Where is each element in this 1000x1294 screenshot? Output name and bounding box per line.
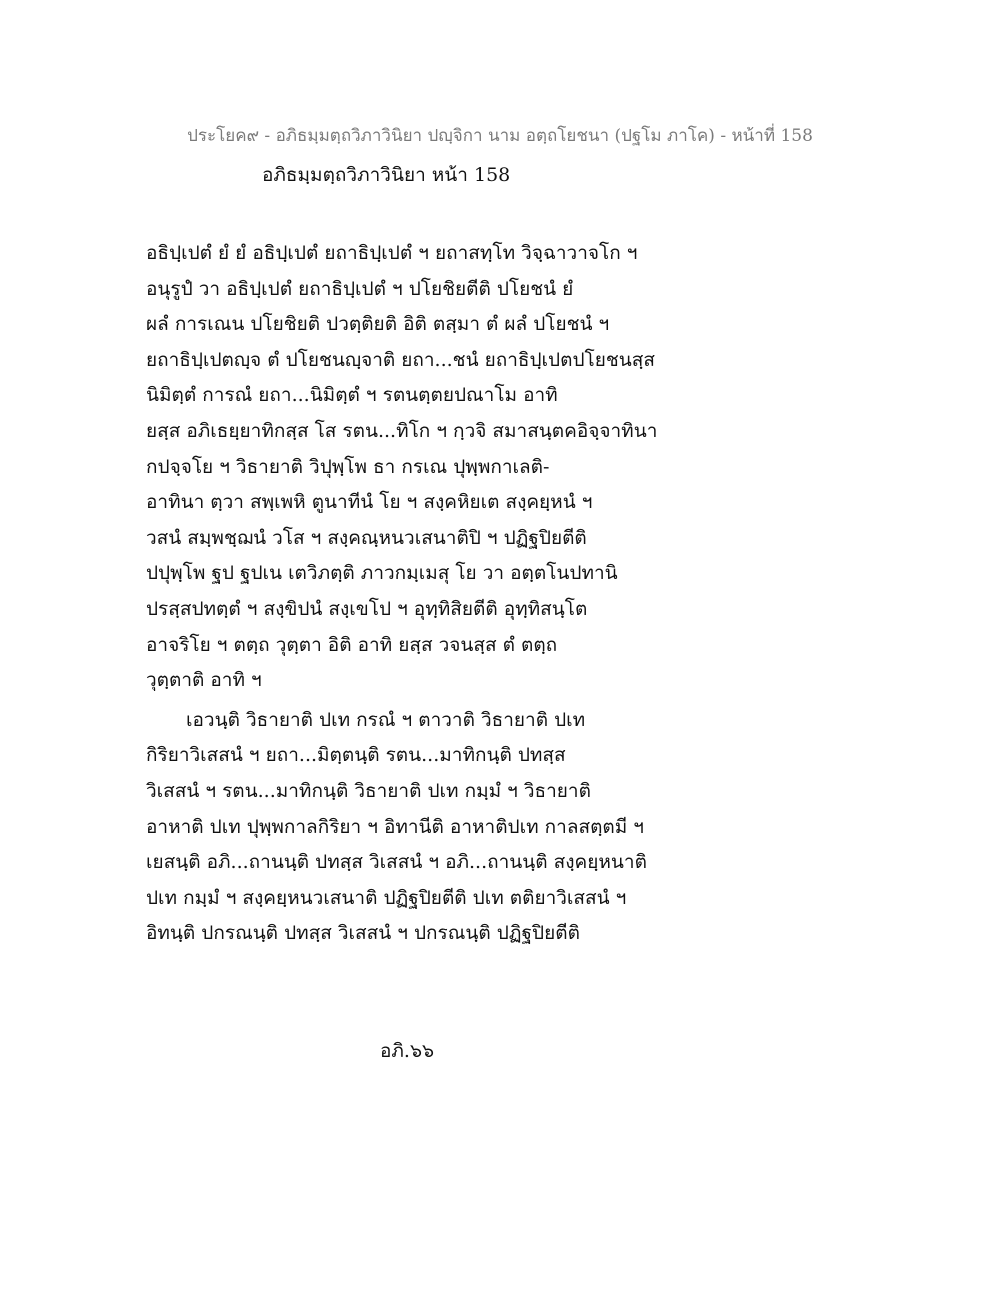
paragraph-1 [146, 236, 706, 699]
text-line: อธิปฺเปตํ ยํ ยํ อธิปฺเปตํ ยถาธิปฺเปตํ ฯ ยถาสทฺโท วิจฺฉาวาจโก ฯ [146, 242, 638, 264]
book-title: อภิธมฺมตฺถวิภาวินิยา หน้า 158 [262, 164, 511, 186]
text-line: อาทินา ตฺวา สพฺเพหิ ตูนาทีนํ โย ฯ สงฺคหิยเต สงฺคยฺหนํ ฯ [146, 491, 593, 514]
paragraph-2 [146, 703, 706, 952]
text-line: อาหาติ ปเท ปุพฺพกาลกิริยา ฯ อิทานีติ อาหาติปเท กาลสตฺตมี ฯ [146, 815, 644, 838]
text-line: ยถาธิปฺเปตญฺจ ตํ ปโยชนญฺจาติ ยถา...ชนํ ยถาธิปฺเปตปโยชนสฺส [146, 348, 655, 371]
text-line: นิมิตฺตํ การณํ ยถา...นิมิตฺตํ ฯ รตนตฺตยปณาโม อาทิ [146, 384, 558, 407]
text-line: ปเท กมฺมํ ฯ สงฺคยฺหนวเสนาติ ปฏิฐปิยตีติ ปเท ตติยาวิเสสนํ ฯ [146, 886, 627, 909]
text-line: อิทนฺติ ปกรณนฺติ ปทสฺส วิเสสนํ ฯ ปกรณนฺติ ปฏิฐปิยตีติ [146, 922, 580, 945]
text-line: ปรสฺสปทตฺตํ ฯ สงฺขิปนํ สงฺเขโป ฯ อุทฺทิสิยตีติ อุทฺทิสนฺโต [146, 597, 588, 620]
text-line: อาจริโย ฯ ตตฺถ วุตฺตา อิติ อาทิ ยสฺส วจนสฺส ตํ ตตฺถ [146, 633, 558, 656]
text-line: อนุรูปํ วา อธิปฺเปตํ ยถาธิปฺเปตํ ฯ ปโยชิยตีติ ปโยชนํ ยํ [146, 277, 574, 300]
page-footer-label: อภิ.๖๖ [380, 1040, 435, 1062]
text-line: เอวนฺติ วิธายาติ ปเท กรณํ ฯ ตาวาติ วิธายาติ ปเท [186, 708, 586, 731]
text-line: ปปุพฺโพ ฐป ฐปเน เตวิภตฺติ ภาวกมฺเมสุ โย วา อตฺตโนปทานิ [146, 562, 618, 585]
text-line: กิริยาวิเสสนํ ฯ ยถา...มิตฺตนฺติ รตน...มาทิกนฺติ ปทสฺส [146, 744, 566, 767]
text-line: วิเสสนํ ฯ รตน...มาทิกนฺติ วิธายาติ ปเท กมฺมํ ฯ วิธายาติ [146, 779, 591, 802]
running-header: ประโยค๙ - อภิธมฺมตฺถวิภาวินิยา ปญฺจิกา นาม อตฺถโยชนา (ปฐโม ภาโค) - หน้าที่ 158 [187, 126, 813, 146]
text-line: วสนํ สมฺพชฺฌนํ วโส ฯ สงฺคณฺหนวเสนาติปิ ฯ ปฏิฐปิยตีติ [146, 526, 587, 549]
text-line: วุตฺตาติ อาทิ ฯ [146, 669, 262, 692]
text-line: ยสฺส อภิเธยฺยาทิกสฺส โส รตน...ทิโก ฯ กฺวจิ สมาสนฺตคอิจฺจาทินา [146, 419, 658, 442]
text-line: เยสนฺติ อภิ...ถานนฺติ ปทสฺส วิเสสนํ ฯ อภิ...ถานนฺติ สงฺคยฺหนาติ [146, 851, 647, 874]
text-line: ผลํ การเณน ปโยชิยติ ปวตฺติยติ อิติ ตสฺมา ตํ ผลํ ปโยชนํ ฯ [146, 313, 610, 336]
text-line: กปจฺจโย ฯ วิธายาติ วิปุพฺโพ ธา กรเณ ปุพฺพกาเลติ- [146, 455, 550, 478]
body-text [146, 236, 706, 952]
